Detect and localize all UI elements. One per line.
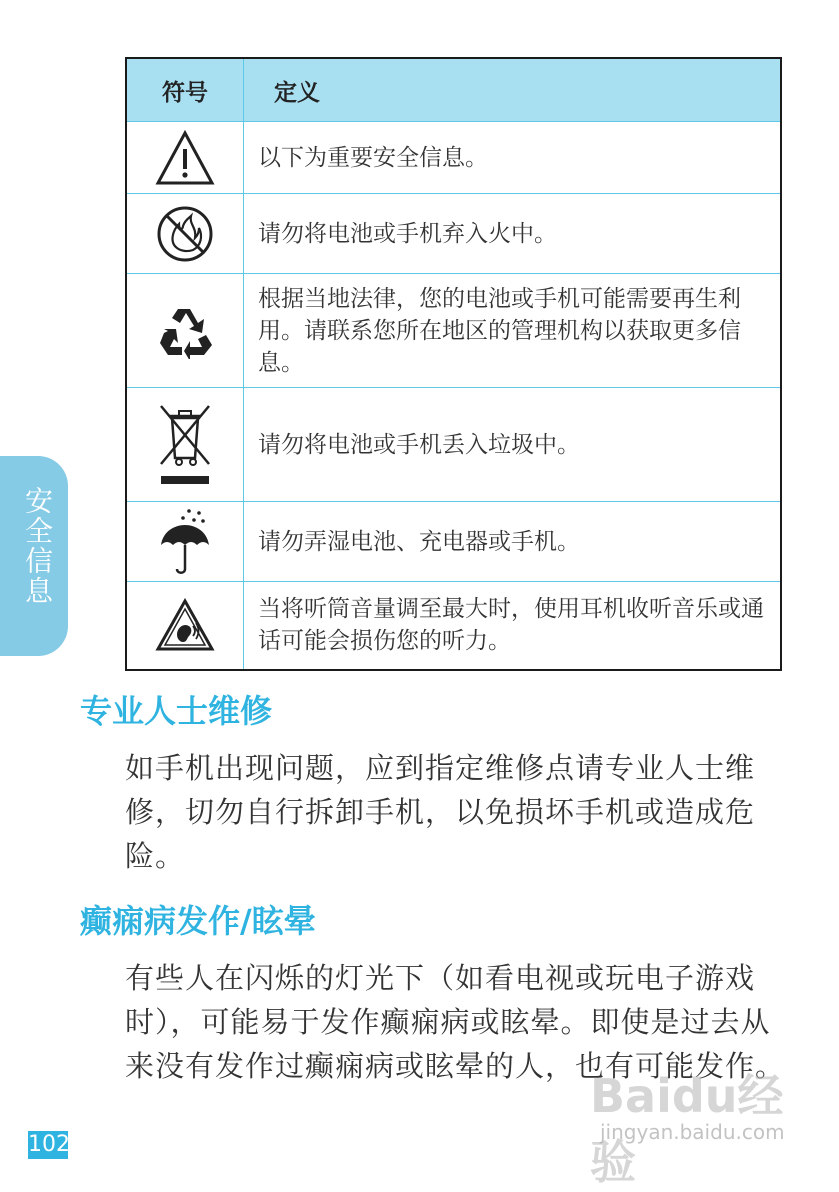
definition-text: 当将听筒音量调至最大时，使用耳机收听音乐或通话可能会损伤您的听力。 [244, 582, 782, 670]
definition-text: 请勿将电池或手机丢入垃圾中。 [244, 388, 782, 502]
icon-cell [126, 388, 244, 502]
no-trash-bin-icon [155, 402, 215, 488]
page-number: 102 [28, 1132, 70, 1157]
icon-cell [126, 502, 244, 582]
table-header-row [126, 58, 781, 122]
definition-text: 以下为重要安全信息。 [244, 122, 782, 194]
header-symbol: 符号 [126, 58, 244, 122]
definition-text: 请勿将电池或手机弃入火中。 [244, 194, 782, 274]
watermark-logo: Baidu经验 [590, 1069, 784, 1189]
symbol-table [125, 57, 782, 671]
warning-triangle-icon [155, 130, 215, 186]
icon-cell [126, 194, 244, 274]
section-heading-epilepsy: 癫痫病发作/眩晕 [80, 902, 316, 940]
section-body-repair: 如手机出现问题，应到指定维修点请专业人士维修，切勿自行拆卸手机，以免损坏手机或造成危险。 [125, 751, 756, 873]
definition-text: 请勿弄湿电池、充电器或手机。 [244, 502, 782, 582]
table-row [126, 388, 781, 502]
side-tab-label: 安全信息 [21, 486, 54, 606]
table-row [126, 194, 781, 274]
icon-cell [126, 582, 244, 670]
table-row [126, 274, 781, 388]
icon-cell [126, 274, 244, 388]
definition-text: 根据当地法律，您的电池或手机可能需要再生利用。请联系您所在地区的管理机构以获取更多信息。 [244, 274, 782, 388]
table-row [126, 582, 781, 670]
hearing-warning-icon [155, 598, 215, 652]
umbrella-rain-icon [157, 507, 213, 577]
section-body-epilepsy: 有些人在闪烁的灯光下（如看电视或玩电子游戏时），可能易于发作癫痫病或眩晕。即使是过去从来没有发作过癫痫病或眩晕的人，也有可能发作。 [125, 961, 786, 1083]
table-row [126, 502, 781, 582]
no-fire-icon [155, 204, 215, 264]
icon-cell [126, 122, 244, 194]
watermark [590, 1060, 800, 1189]
table-row [126, 122, 781, 194]
watermark-url: jingyan.baidu.com [600, 1120, 785, 1144]
header-definition: 定义 [244, 58, 782, 122]
section-heading-repair: 专业人士维修 [80, 692, 273, 730]
recycle-icon [156, 303, 214, 359]
